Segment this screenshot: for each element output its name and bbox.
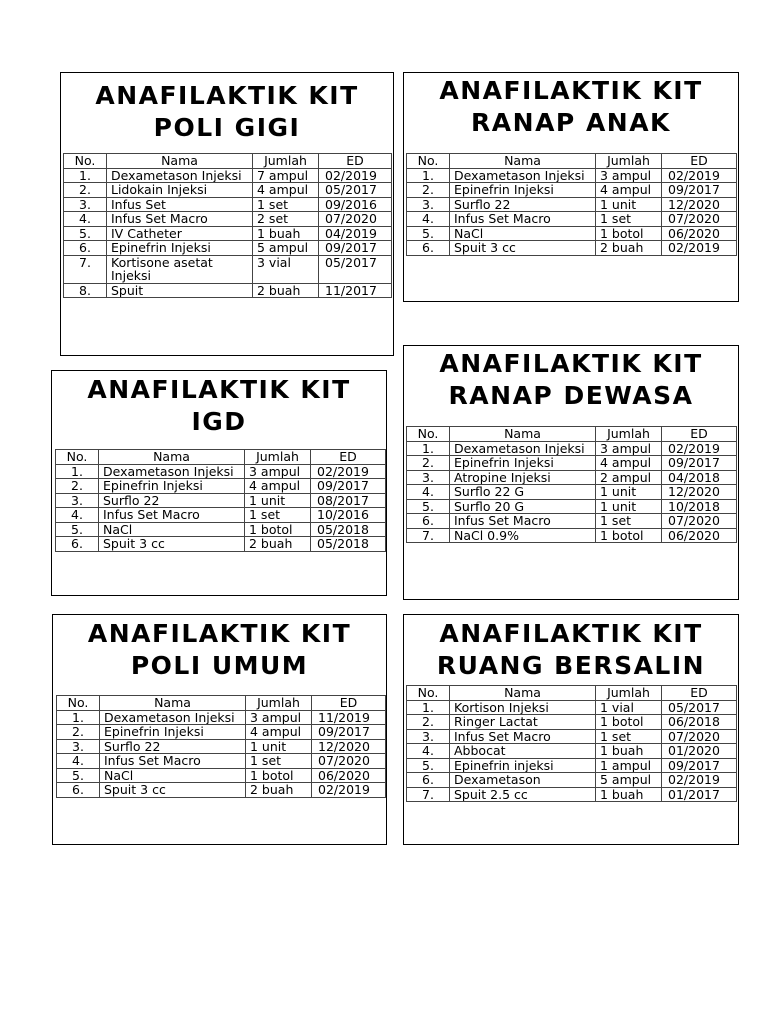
row-no: 3.	[64, 197, 107, 212]
row-nama: Dexametason Injeksi	[100, 710, 246, 725]
table-row	[64, 283, 392, 298]
row-no: 2.	[407, 715, 450, 730]
row-no: 3.	[407, 470, 450, 485]
table-row	[56, 508, 386, 523]
row-jumlah: 4 ampul	[253, 183, 319, 198]
row-jumlah: 1 buah	[596, 787, 662, 802]
row-jumlah: 3 ampul	[596, 441, 662, 456]
table-row	[407, 226, 737, 241]
header-ed: ED	[662, 427, 737, 442]
row-ed: 12/2020	[662, 485, 737, 500]
row-no: 1.	[407, 700, 450, 715]
row-jumlah: 2 buah	[253, 283, 319, 298]
row-nama: Infus Set Macro	[450, 514, 596, 529]
header-jumlah: Jumlah	[246, 696, 312, 711]
kit-card-ranap-anak	[403, 72, 739, 302]
kit-table	[406, 685, 737, 802]
table-row	[407, 499, 737, 514]
row-no: 4.	[64, 212, 107, 227]
kit-title-line2: POLI GIGI	[153, 113, 301, 142]
kit-card-poli-umum	[52, 614, 387, 845]
table-header-row	[407, 154, 737, 169]
row-nama: Kortisone asetat Injeksi	[107, 255, 253, 283]
row-jumlah: 1 unit	[596, 485, 662, 500]
row-ed: 02/2019	[312, 783, 386, 798]
table-row	[407, 729, 737, 744]
row-nama: Epinefrin injeksi	[450, 758, 596, 773]
table-header-row	[407, 427, 737, 442]
table-row	[407, 744, 737, 759]
table-row	[56, 522, 386, 537]
row-jumlah: 5 ampul	[596, 773, 662, 788]
table-row	[407, 212, 737, 227]
row-no: 2.	[407, 456, 450, 471]
header-nama: Nama	[450, 686, 596, 701]
row-jumlah: 1 ampul	[596, 758, 662, 773]
row-jumlah: 3 ampul	[596, 168, 662, 183]
header-jumlah: Jumlah	[596, 154, 662, 169]
row-no: 5.	[56, 522, 99, 537]
row-no: 1.	[57, 710, 100, 725]
row-ed: 07/2020	[319, 212, 392, 227]
table-row	[64, 212, 392, 227]
row-nama: Infus Set Macro	[107, 212, 253, 227]
row-jumlah: 1 set	[596, 729, 662, 744]
row-no: 1.	[56, 464, 99, 479]
row-jumlah: 3 vial	[253, 255, 319, 283]
header-nama: Nama	[450, 427, 596, 442]
row-ed: 09/2017	[662, 456, 737, 471]
row-ed: 06/2020	[312, 768, 386, 783]
row-jumlah: 1 set	[596, 212, 662, 227]
row-no: 5.	[407, 758, 450, 773]
row-no: 7.	[407, 528, 450, 543]
header-ed: ED	[662, 686, 737, 701]
header-no: No.	[64, 154, 107, 169]
row-no: 1.	[407, 441, 450, 456]
table-row	[57, 783, 386, 798]
kit-title-line1: ANAFILAKTIK KIT	[439, 349, 703, 378]
row-no: 4.	[407, 485, 450, 500]
table-row	[56, 479, 386, 494]
header-no: No.	[407, 154, 450, 169]
row-ed: 05/2017	[662, 700, 737, 715]
row-jumlah: 7 ampul	[253, 168, 319, 183]
kit-title	[404, 618, 738, 682]
row-ed: 02/2019	[662, 168, 737, 183]
kit-card-igd	[51, 370, 387, 596]
row-nama: IV Catheter	[107, 226, 253, 241]
header-no: No.	[407, 686, 450, 701]
row-nama: Dexametason Injeksi	[450, 168, 596, 183]
kit-title	[404, 348, 738, 412]
row-jumlah: 1 buah	[253, 226, 319, 241]
table-header-row	[407, 686, 737, 701]
kit-title-line2: RANAP DEWASA	[448, 381, 694, 410]
row-jumlah: 1 set	[596, 514, 662, 529]
row-ed: 11/2017	[319, 283, 392, 298]
row-nama: Epinefrin Injeksi	[107, 241, 253, 256]
row-ed: 01/2020	[662, 744, 737, 759]
kit-title-line2: IGD	[191, 407, 247, 436]
row-nama: Epinefrin Injeksi	[99, 479, 245, 494]
row-jumlah: 4 ampul	[596, 456, 662, 471]
row-ed: 07/2020	[662, 212, 737, 227]
row-jumlah: 4 ampul	[596, 183, 662, 198]
kit-card-poli-gigi	[60, 72, 394, 356]
header-jumlah: Jumlah	[253, 154, 319, 169]
kit-title	[52, 374, 386, 438]
row-ed: 02/2019	[662, 441, 737, 456]
row-nama: Dexametason Injeksi	[99, 464, 245, 479]
table-row	[407, 485, 737, 500]
table-row	[407, 470, 737, 485]
row-ed: 09/2017	[662, 183, 737, 198]
row-ed: 02/2019	[662, 773, 737, 788]
table-row	[407, 787, 737, 802]
header-nama: Nama	[100, 696, 246, 711]
row-no: 4.	[57, 754, 100, 769]
row-no: 6.	[407, 773, 450, 788]
kit-card-ruang-bersalin	[403, 614, 739, 845]
row-jumlah: 1 botol	[596, 226, 662, 241]
row-no: 5.	[64, 226, 107, 241]
row-ed: 09/2016	[319, 197, 392, 212]
header-jumlah: Jumlah	[596, 427, 662, 442]
table-row	[64, 241, 392, 256]
kit-table	[406, 426, 737, 543]
row-jumlah: 1 vial	[596, 700, 662, 715]
row-ed: 09/2017	[311, 479, 386, 494]
row-jumlah: 1 botol	[596, 715, 662, 730]
row-nama: Dexametason Injeksi	[450, 441, 596, 456]
row-ed: 08/2017	[311, 493, 386, 508]
row-ed: 07/2020	[662, 514, 737, 529]
row-ed: 09/2017	[662, 758, 737, 773]
header-nama: Nama	[450, 154, 596, 169]
row-jumlah: 1 set	[253, 197, 319, 212]
row-nama: Surflo 22 G	[450, 485, 596, 500]
row-jumlah: 2 ampul	[596, 470, 662, 485]
row-nama: Atropine Injeksi	[450, 470, 596, 485]
row-nama: Dexametason	[450, 773, 596, 788]
table-row	[407, 758, 737, 773]
header-ed: ED	[311, 450, 386, 465]
header-no: No.	[57, 696, 100, 711]
table-header-row	[57, 696, 386, 711]
table-row	[407, 528, 737, 543]
row-jumlah: 1 botol	[245, 522, 311, 537]
row-nama: Surflo 20 G	[450, 499, 596, 514]
row-nama: Kortison Injeksi	[450, 700, 596, 715]
kit-title	[61, 80, 393, 144]
row-nama: Spuit 3 cc	[450, 241, 596, 256]
row-nama: Spuit 3 cc	[100, 783, 246, 798]
row-ed: 11/2019	[312, 710, 386, 725]
row-nama: Lidokain Injeksi	[107, 183, 253, 198]
row-nama: Spuit 3 cc	[99, 537, 245, 552]
row-no: 2.	[407, 183, 450, 198]
row-nama: Spuit	[107, 283, 253, 298]
table-row	[57, 725, 386, 740]
row-nama: Infus Set Macro	[450, 212, 596, 227]
row-no: 2.	[57, 725, 100, 740]
row-no: 1.	[407, 168, 450, 183]
row-ed: 02/2019	[319, 168, 392, 183]
table-row	[407, 700, 737, 715]
row-no: 6.	[57, 783, 100, 798]
kit-table	[56, 695, 386, 798]
table-row	[407, 168, 737, 183]
row-nama: Epinefrin Injeksi	[450, 456, 596, 471]
header-ed: ED	[319, 154, 392, 169]
row-jumlah: 4 ampul	[246, 725, 312, 740]
row-jumlah: 1 unit	[245, 493, 311, 508]
row-nama: Infus Set Macro	[99, 508, 245, 523]
row-no: 4.	[407, 212, 450, 227]
row-jumlah: 1 unit	[596, 197, 662, 212]
row-jumlah: 1 set	[245, 508, 311, 523]
table-row	[407, 197, 737, 212]
row-ed: 04/2018	[662, 470, 737, 485]
row-ed: 04/2019	[319, 226, 392, 241]
table-row	[407, 456, 737, 471]
table-row	[57, 710, 386, 725]
row-no: 3.	[57, 739, 100, 754]
row-no: 1.	[64, 168, 107, 183]
row-ed: 05/2018	[311, 522, 386, 537]
row-no: 3.	[407, 729, 450, 744]
header-no: No.	[56, 450, 99, 465]
row-jumlah: 1 unit	[596, 499, 662, 514]
row-jumlah: 1 set	[246, 754, 312, 769]
table-row	[407, 441, 737, 456]
row-jumlah: 2 buah	[246, 783, 312, 798]
row-ed: 12/2020	[312, 739, 386, 754]
row-jumlah: 2 buah	[596, 241, 662, 256]
table-row	[64, 255, 392, 283]
kit-table	[55, 449, 386, 552]
row-ed: 10/2016	[311, 508, 386, 523]
kit-card-ranap-dewasa	[403, 345, 739, 600]
row-no: 3.	[407, 197, 450, 212]
kit-title	[53, 618, 386, 682]
table-row	[407, 241, 737, 256]
table-row	[64, 197, 392, 212]
table-row	[64, 168, 392, 183]
row-jumlah: 1 buah	[596, 744, 662, 759]
row-jumlah: 4 ampul	[245, 479, 311, 494]
kit-title-line1: ANAFILAKTIK KIT	[87, 375, 351, 404]
row-no: 4.	[56, 508, 99, 523]
row-jumlah: 3 ampul	[245, 464, 311, 479]
row-ed: 01/2017	[662, 787, 737, 802]
table-row	[407, 773, 737, 788]
row-jumlah: 1 botol	[246, 768, 312, 783]
kit-title	[404, 75, 738, 139]
row-ed: 09/2017	[312, 725, 386, 740]
kit-title-line2: POLI UMUM	[130, 651, 309, 680]
row-jumlah: 5 ampul	[253, 241, 319, 256]
table-header-row	[64, 154, 392, 169]
row-nama: Spuit 2.5 cc	[450, 787, 596, 802]
table-row	[64, 183, 392, 198]
row-no: 6.	[56, 537, 99, 552]
header-ed: ED	[662, 154, 737, 169]
row-nama: Abbocat	[450, 744, 596, 759]
row-nama: Infus Set Macro	[450, 729, 596, 744]
header-jumlah: Jumlah	[596, 686, 662, 701]
row-nama: NaCl 0.9%	[450, 528, 596, 543]
header-jumlah: Jumlah	[245, 450, 311, 465]
row-no: 7.	[64, 255, 107, 283]
table-row	[57, 768, 386, 783]
row-no: 5.	[407, 226, 450, 241]
kit-title-line1: ANAFILAKTIK KIT	[439, 619, 703, 648]
header-nama: Nama	[99, 450, 245, 465]
kit-title-line2: RUANG BERSALIN	[436, 651, 706, 680]
row-ed: 07/2020	[662, 729, 737, 744]
row-nama: Infus Set	[107, 197, 253, 212]
row-ed: 05/2017	[319, 183, 392, 198]
row-no: 2.	[64, 183, 107, 198]
row-ed: 02/2019	[311, 464, 386, 479]
row-no: 2.	[56, 479, 99, 494]
kit-title-line2: RANAP ANAK	[471, 108, 671, 137]
row-no: 8.	[64, 283, 107, 298]
row-ed: 12/2020	[662, 197, 737, 212]
row-ed: 07/2020	[312, 754, 386, 769]
row-nama: Surflo 22	[99, 493, 245, 508]
row-ed: 05/2017	[319, 255, 392, 283]
row-ed: 05/2018	[311, 537, 386, 552]
row-no: 6.	[64, 241, 107, 256]
header-no: No.	[407, 427, 450, 442]
row-no: 5.	[57, 768, 100, 783]
row-nama: Ringer Lactat	[450, 715, 596, 730]
row-nama: Surflo 22	[450, 197, 596, 212]
kit-title-line1: ANAFILAKTIK KIT	[439, 76, 703, 105]
row-ed: 09/2017	[319, 241, 392, 256]
row-no: 7.	[407, 787, 450, 802]
row-ed: 06/2018	[662, 715, 737, 730]
header-nama: Nama	[107, 154, 253, 169]
row-jumlah: 2 set	[253, 212, 319, 227]
row-nama: Infus Set Macro	[100, 754, 246, 769]
kit-table	[406, 153, 737, 256]
row-nama: Dexametason Injeksi	[107, 168, 253, 183]
row-ed: 06/2020	[662, 528, 737, 543]
table-header-row	[56, 450, 386, 465]
table-row	[56, 537, 386, 552]
kit-title-line1: ANAFILAKTIK KIT	[95, 81, 359, 110]
row-jumlah: 2 buah	[245, 537, 311, 552]
table-row	[56, 464, 386, 479]
row-jumlah: 1 botol	[596, 528, 662, 543]
table-row	[407, 715, 737, 730]
table-row	[57, 754, 386, 769]
row-ed: 02/2019	[662, 241, 737, 256]
row-no: 6.	[407, 241, 450, 256]
row-no: 3.	[56, 493, 99, 508]
table-row	[56, 493, 386, 508]
row-nama: Surflo 22	[100, 739, 246, 754]
row-nama: NaCl	[450, 226, 596, 241]
row-nama: NaCl	[99, 522, 245, 537]
kit-title-line1: ANAFILAKTIK KIT	[87, 619, 352, 648]
row-no: 5.	[407, 499, 450, 514]
row-ed: 10/2018	[662, 499, 737, 514]
row-jumlah: 1 unit	[246, 739, 312, 754]
table-row	[57, 739, 386, 754]
row-nama: Epinefrin Injeksi	[100, 725, 246, 740]
row-nama: Epinefrin Injeksi	[450, 183, 596, 198]
row-ed: 06/2020	[662, 226, 737, 241]
kit-table	[63, 153, 392, 298]
row-nama: NaCl	[100, 768, 246, 783]
table-row	[407, 514, 737, 529]
row-no: 6.	[407, 514, 450, 529]
row-no: 4.	[407, 744, 450, 759]
table-row	[407, 183, 737, 198]
row-jumlah: 3 ampul	[246, 710, 312, 725]
table-row	[64, 226, 392, 241]
header-ed: ED	[312, 696, 386, 711]
